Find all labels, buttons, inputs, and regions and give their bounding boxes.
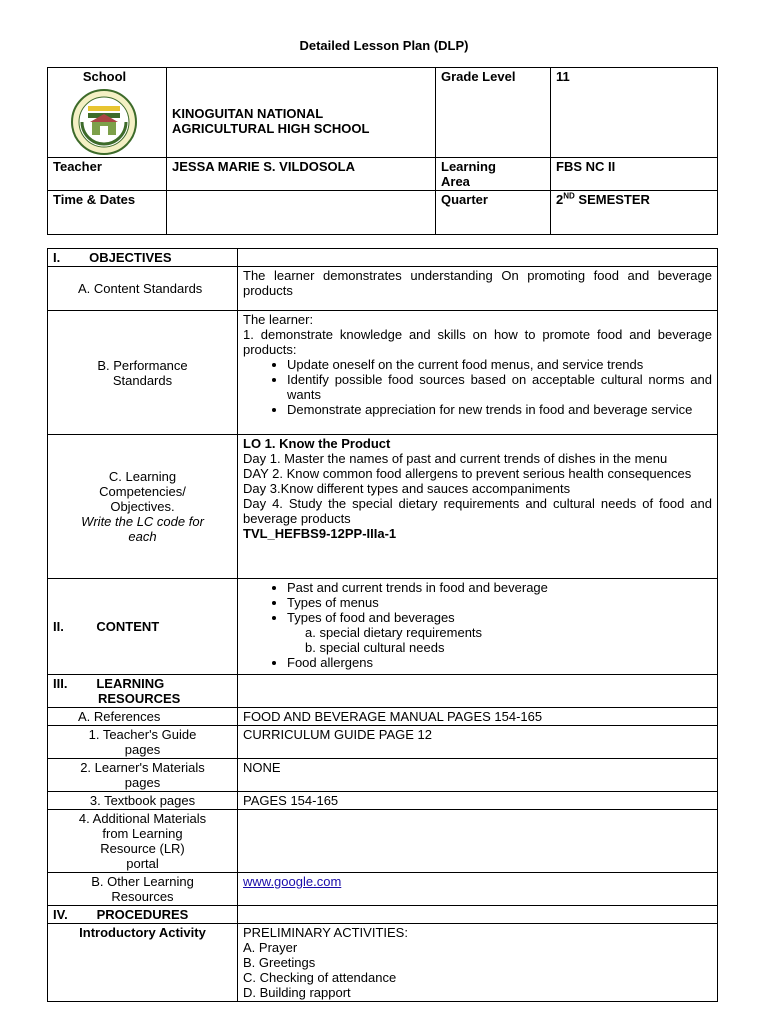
quarter-ordinal: ND xyxy=(563,191,575,201)
competencies-label-5: each xyxy=(128,529,157,544)
preliminary-item: D. Building rapport xyxy=(243,985,351,1000)
learners-materials-label-cell xyxy=(48,759,238,792)
other-resources-value-cell xyxy=(238,873,718,906)
content-cell xyxy=(238,579,718,675)
resources-heading xyxy=(48,675,238,708)
content-standards-text: The learner demonstrates understanding On promoting food and beverage products xyxy=(238,267,718,311)
learning-area-label-1: Learning xyxy=(441,159,496,174)
other-label-2: Resources xyxy=(111,889,174,904)
school-logo-seal xyxy=(70,88,138,156)
resources-title-2: RESOURCES xyxy=(98,691,181,706)
preliminary-heading: PRELIMINARY ACTIVITIES: xyxy=(243,925,408,940)
day2-text: DAY 2. Know common food allergens to prevent serious health consequences xyxy=(243,466,692,481)
lo-title: LO 1. Know the Product xyxy=(243,436,391,451)
additional-label-3: Resource (LR) xyxy=(100,841,185,856)
header-table xyxy=(47,67,718,235)
day3-text: Day 3.Know different types and sauces accompaniments xyxy=(243,481,571,496)
grade-level-value: 11 xyxy=(551,68,718,158)
content-bullets xyxy=(243,580,712,625)
additional-materials-label-cell xyxy=(48,810,238,873)
lc-code: TVL_HEFBS9-12PP-IIIa-1 xyxy=(243,526,397,541)
competencies-label-cell xyxy=(48,435,238,579)
learners-materials-label-2: pages xyxy=(124,775,161,790)
time-dates-value xyxy=(167,191,436,235)
procedures-num: IV. xyxy=(53,907,68,922)
resources-title-1: LEARNING xyxy=(96,676,165,691)
content-bullet: • Food allergens xyxy=(287,655,712,670)
time-dates-label: Time & Dates xyxy=(48,191,167,235)
lesson-plan-table xyxy=(47,248,718,1002)
procedures-title: PROCEDURES xyxy=(96,907,189,922)
references-label: A. References xyxy=(48,708,238,726)
school-label: School xyxy=(82,69,127,84)
performance-label-2: Standards xyxy=(112,372,173,388)
performance-standards-cell xyxy=(238,311,718,435)
teachers-guide-label-1: 1. Teacher's Guide xyxy=(88,727,197,742)
content-sub-b: b. special cultural needs xyxy=(305,640,445,655)
resources-empty xyxy=(238,675,718,708)
competencies-label-2: Competencies/ xyxy=(99,484,186,499)
quarter-value xyxy=(551,191,718,235)
other-label-1: B. Other Learning xyxy=(91,874,194,889)
objectives-empty xyxy=(238,249,718,267)
day4-text: Day 4. Study the special dietary requirements and cultural needs of food and beverage products xyxy=(243,496,712,526)
performance-bullets xyxy=(243,357,712,417)
content-bullet: • Types of food and beverages xyxy=(287,610,712,625)
learning-area-label-cell xyxy=(436,158,551,191)
references-value: FOOD AND BEVERAGE MANUAL PAGES 154-165 xyxy=(238,708,718,726)
objectives-num: I. xyxy=(53,250,61,265)
competencies-label-4: Write the LC code for xyxy=(81,514,204,529)
school-name-line1: KINOGUITAN NATIONAL xyxy=(172,106,324,121)
competencies-label-1: C. Learning xyxy=(108,469,177,484)
procedures-empty xyxy=(238,906,718,924)
google-link[interactable]: www.google.com xyxy=(243,874,342,889)
additional-label-2: from Learning xyxy=(102,826,183,841)
content-heading xyxy=(48,579,238,675)
content-title: CONTENT xyxy=(96,619,160,634)
teachers-guide-label-cell xyxy=(48,726,238,759)
introductory-activity-cell xyxy=(238,924,718,1002)
teacher-value: JESSA MARIE S. VILDOSOLA xyxy=(167,158,436,191)
content-bullets-2 xyxy=(243,655,712,670)
preliminary-item: C. Checking of attendance xyxy=(243,970,397,985)
procedures-heading xyxy=(48,906,238,924)
preliminary-item: A. Prayer xyxy=(243,940,298,955)
competencies-cell xyxy=(238,435,718,579)
grade-level-label: Grade Level xyxy=(436,68,551,158)
performance-bullet: • Demonstrate appreciation for new trends in food and beverage service xyxy=(287,402,712,417)
day1-text: Day 1. Master the names of past and current trends of dishes in the menu xyxy=(243,451,668,466)
performance-label-cell xyxy=(48,311,238,435)
objectives-title: OBJECTIVES xyxy=(89,250,172,265)
additional-materials-value xyxy=(238,810,718,873)
competencies-label-3: Objectives. xyxy=(110,499,175,514)
content-bullet: • Past and current trends in food and beverage xyxy=(287,580,712,595)
performance-bullet: • Identify possible food sources based on acceptable cultural norms and wants xyxy=(287,372,712,402)
performance-bullet: • Update oneself on the current food menus, and service trends xyxy=(287,357,712,372)
textbook-value: PAGES 154-165 xyxy=(238,792,718,810)
quarter-label: Quarter xyxy=(436,191,551,235)
learners-materials-label-1: 2. Learner's Materials xyxy=(80,760,205,775)
objectives-heading xyxy=(48,249,238,267)
school-name-cell xyxy=(167,68,436,158)
resources-num: III. xyxy=(53,676,68,691)
performance-intro: The learner: xyxy=(243,312,314,327)
performance-label-1: B. Performance xyxy=(97,357,188,373)
quarter-semester: SEMESTER xyxy=(574,192,650,207)
quarter-number: 2 xyxy=(556,192,564,207)
textbook-label: 3. Textbook pages xyxy=(48,792,238,810)
content-bullet: • Types of menus xyxy=(287,595,712,610)
content-sub-a: a. special dietary requirements xyxy=(305,625,483,640)
school-name-line2: AGRICULTURAL HIGH SCHOOL xyxy=(172,121,370,136)
learners-materials-value: NONE xyxy=(238,759,718,792)
additional-label-4: portal xyxy=(126,856,159,871)
introductory-activity-label: Introductory Activity xyxy=(48,924,238,1002)
learning-area-value: FBS NC II xyxy=(551,158,718,191)
preliminary-item: B. Greetings xyxy=(243,955,316,970)
performance-line: 1. demonstrate knowledge and skills on how to promote food and beverage products: xyxy=(243,327,712,357)
teacher-label: Teacher xyxy=(48,158,167,191)
content-num: II. xyxy=(53,619,64,634)
teachers-guide-value: CURRICULUM GUIDE PAGE 12 xyxy=(238,726,718,759)
content-standards-label: A. Content Standards xyxy=(48,267,238,311)
teachers-guide-label-2: pages xyxy=(124,742,161,757)
school-label-cell xyxy=(48,68,167,158)
additional-label-1: 4. Additional Materials xyxy=(78,811,207,826)
learning-area-label-2: Area xyxy=(441,174,470,189)
document-title: Detailed Lesson Plan (DLP) xyxy=(299,38,469,53)
other-resources-label-cell xyxy=(48,873,238,906)
